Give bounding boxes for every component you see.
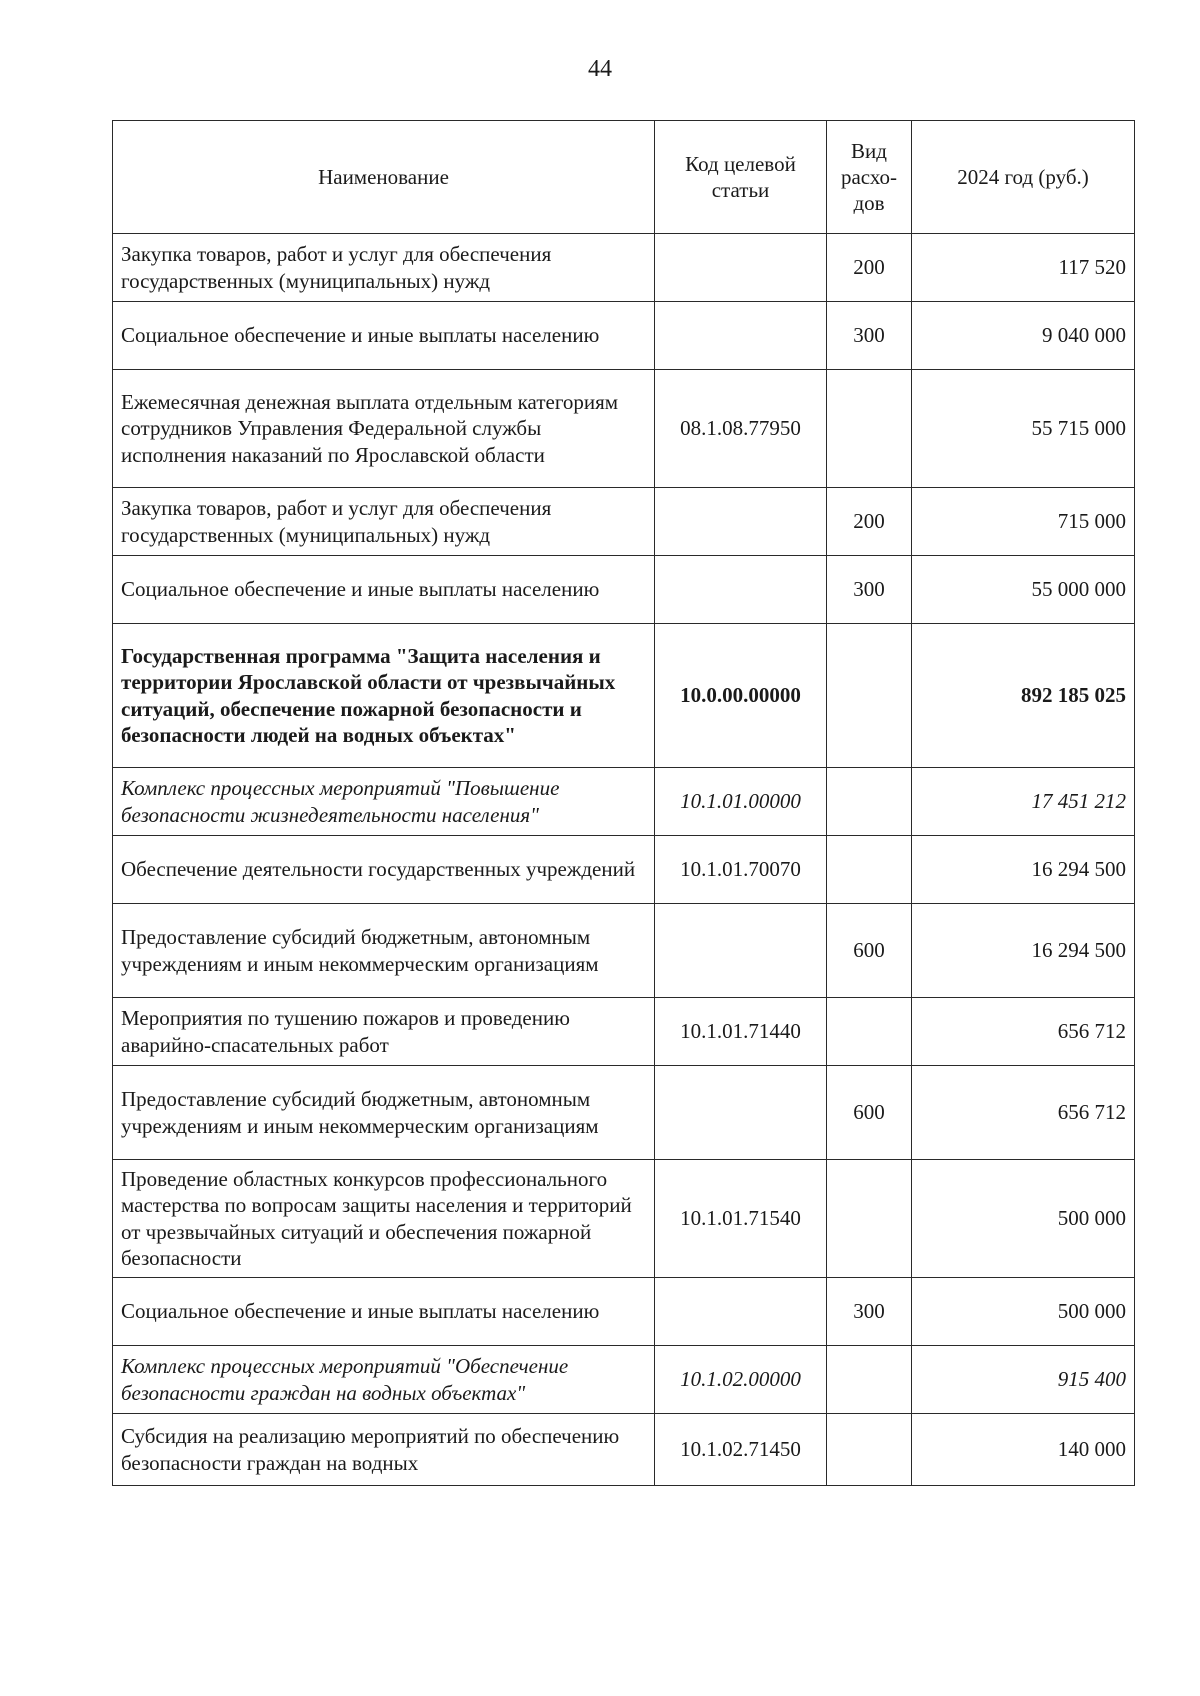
table-row bbox=[113, 998, 1135, 1066]
table-row bbox=[113, 370, 1135, 488]
page-number: 44 bbox=[588, 56, 612, 82]
cell-code: 10.1.02.00000 bbox=[655, 1346, 827, 1414]
cell-type: 300 bbox=[827, 1278, 912, 1346]
cell-amount: 892 185 025 bbox=[912, 624, 1135, 768]
cell-name: Закупка товаров, работ и услуг для обеспечения государственных (муниципальных) нужд bbox=[113, 234, 655, 302]
cell-name: Субсидия на реализацию мероприятий по обеспечению безопасности граждан на водных bbox=[113, 1414, 655, 1486]
cell-code: 08.1.08.77950 bbox=[655, 370, 827, 488]
cell-amount: 16 294 500 bbox=[912, 904, 1135, 998]
cell-type bbox=[827, 624, 912, 768]
cell-name: Мероприятия по тушению пожаров и проведению аварийно-спасательных работ bbox=[113, 998, 655, 1066]
cell-type: 300 bbox=[827, 556, 912, 624]
table-row bbox=[113, 624, 1135, 768]
cell-name: Государственная программа "Защита населения и территории Ярославской области от чрезвычайных ситуаций, обеспечение пожарной безопасности и безопасности людей на водных объектах" bbox=[113, 624, 655, 768]
cell-code: 10.0.00.00000 bbox=[655, 624, 827, 768]
table-row bbox=[113, 1160, 1135, 1278]
cell-code: 10.1.01.71440 bbox=[655, 998, 827, 1066]
cell-amount: 55 715 000 bbox=[912, 370, 1135, 488]
cell-type bbox=[827, 768, 912, 836]
cell-type: 600 bbox=[827, 1066, 912, 1160]
cell-type bbox=[827, 1346, 912, 1414]
cell-type bbox=[827, 1160, 912, 1278]
table-row bbox=[113, 904, 1135, 998]
cell-type bbox=[827, 998, 912, 1066]
cell-name: Закупка товаров, работ и услуг для обеспечения государственных (муниципальных) нужд bbox=[113, 488, 655, 556]
cell-name: Ежемесячная денежная выплата отдельным категориям сотрудников Управления Федеральной службы исполнения наказаний по Ярославской области bbox=[113, 370, 655, 488]
cell-name: Социальное обеспечение и иные выплаты населению bbox=[113, 302, 655, 370]
cell-code bbox=[655, 904, 827, 998]
table-row bbox=[113, 1278, 1135, 1346]
header-code: Код целевой статьи bbox=[655, 121, 827, 234]
cell-code: 10.1.01.00000 bbox=[655, 768, 827, 836]
cell-type bbox=[827, 1414, 912, 1486]
header-name: Наименование bbox=[113, 121, 655, 234]
table-row bbox=[113, 234, 1135, 302]
cell-type: 200 bbox=[827, 234, 912, 302]
table-row bbox=[113, 1346, 1135, 1414]
table-row bbox=[113, 488, 1135, 556]
cell-code bbox=[655, 1278, 827, 1346]
cell-code: 10.1.01.71540 bbox=[655, 1160, 827, 1278]
header-amount: 2024 год (руб.) bbox=[912, 121, 1135, 234]
table-row bbox=[113, 1414, 1135, 1486]
table-row bbox=[113, 1066, 1135, 1160]
cell-amount: 656 712 bbox=[912, 1066, 1135, 1160]
budget-table bbox=[112, 120, 1135, 1486]
cell-amount: 9 040 000 bbox=[912, 302, 1135, 370]
cell-type: 300 bbox=[827, 302, 912, 370]
cell-amount: 715 000 bbox=[912, 488, 1135, 556]
cell-code bbox=[655, 556, 827, 624]
cell-amount: 16 294 500 bbox=[912, 836, 1135, 904]
cell-name: Обеспечение деятельности государственных учреждений bbox=[113, 836, 655, 904]
cell-name: Социальное обеспечение и иные выплаты населению bbox=[113, 1278, 655, 1346]
cell-amount: 117 520 bbox=[912, 234, 1135, 302]
cell-type: 200 bbox=[827, 488, 912, 556]
table-row bbox=[113, 302, 1135, 370]
cell-amount: 656 712 bbox=[912, 998, 1135, 1066]
cell-type: 600 bbox=[827, 904, 912, 998]
cell-name: Комплекс процессных мероприятий "Обеспечение безопасности граждан на водных объектах" bbox=[113, 1346, 655, 1414]
cell-code: 10.1.02.71450 bbox=[655, 1414, 827, 1486]
cell-code bbox=[655, 1066, 827, 1160]
cell-amount: 17 451 212 bbox=[912, 768, 1135, 836]
cell-type bbox=[827, 370, 912, 488]
cell-code bbox=[655, 302, 827, 370]
cell-amount: 500 000 bbox=[912, 1278, 1135, 1346]
cell-code bbox=[655, 488, 827, 556]
table-body bbox=[113, 234, 1135, 1486]
cell-amount: 140 000 bbox=[912, 1414, 1135, 1486]
table-row bbox=[113, 836, 1135, 904]
cell-name: Проведение областных конкурсов профессионального мастерства по вопросам защиты населения и территорий от чрезвычайных ситуаций и обеспечения пожарной безопасности bbox=[113, 1160, 655, 1278]
table-header-row bbox=[113, 121, 1135, 234]
cell-type bbox=[827, 836, 912, 904]
cell-code: 10.1.01.70070 bbox=[655, 836, 827, 904]
cell-amount: 500 000 bbox=[912, 1160, 1135, 1278]
table-row bbox=[113, 768, 1135, 836]
cell-amount: 915 400 bbox=[912, 1346, 1135, 1414]
cell-amount: 55 000 000 bbox=[912, 556, 1135, 624]
cell-name: Социальное обеспечение и иные выплаты населению bbox=[113, 556, 655, 624]
cell-code bbox=[655, 234, 827, 302]
cell-name: Предоставление субсидий бюджетным, автономным учреждениям и иным некоммерческим организациям bbox=[113, 1066, 655, 1160]
header-type: Вид расхо-дов bbox=[827, 121, 912, 234]
cell-name: Предоставление субсидий бюджетным, автономным учреждениям и иным некоммерческим организациям bbox=[113, 904, 655, 998]
table-row bbox=[113, 556, 1135, 624]
cell-name: Комплекс процессных мероприятий "Повышение безопасности жизнедеятельности населения" bbox=[113, 768, 655, 836]
